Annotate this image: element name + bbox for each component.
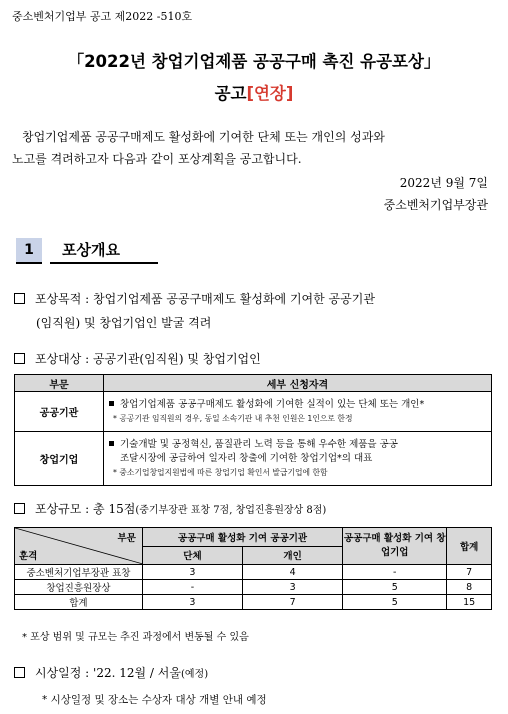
title-notice: 공고 <box>214 84 247 103</box>
page-subtitle <box>0 80 508 104</box>
checkbox-bullet-icon <box>14 503 25 514</box>
award-scale-table <box>14 527 492 610</box>
page-title: 「2022년 창업기업제품 공공구매 촉진 유공포상」 <box>67 52 441 71</box>
startup-header: 공공구매 활성화 기여 창업기업 <box>343 528 447 565</box>
scale-label: 포상규모 : 총 15점 <box>35 502 136 516</box>
corner-cell <box>15 528 143 565</box>
table-header: 부문 <box>15 375 104 392</box>
scale-detail: (중기부장관 표창 7점, 창업진흥원장상 8점) <box>135 505 327 516</box>
checkbox-bullet-icon <box>14 293 25 304</box>
square-bullet-icon <box>109 441 114 446</box>
row-label: 중소벤처기업부장관 표창 <box>15 565 143 580</box>
schedule-item <box>14 664 208 681</box>
cell-individual: 3 <box>243 580 343 595</box>
corner-top-label: 부문 <box>117 533 136 544</box>
table-row <box>15 432 492 486</box>
cell-group: 3 <box>142 595 242 610</box>
scale-note: * 포상 범위 및 규모는 추진 과정에서 변동될 수 있음 <box>22 632 249 643</box>
corner-bottom-label: 훈격 <box>19 551 38 562</box>
sub-header-group: 단체 <box>142 546 242 565</box>
schedule-suffix: (예정) <box>180 669 209 680</box>
group-header: 공공구매 활성화 기여 공공기관 <box>142 528 342 547</box>
table-row <box>15 580 492 595</box>
row-label: 합계 <box>15 595 143 610</box>
purpose-item <box>14 290 375 307</box>
cell-total: 15 <box>447 595 492 610</box>
detail-text: 창업기업제품 공공구매제도 활성화에 기여한 실적이 있는 단체 또는 개인* <box>120 398 425 410</box>
purpose-line-2: (임직원) 및 창업기업인 발굴 격려 <box>36 316 212 330</box>
detail-cell <box>104 392 492 432</box>
schedule-note: * 시상일정 및 장소는 수상자 대상 개별 안내 예정 <box>42 694 267 706</box>
total-header: 합계 <box>447 528 492 565</box>
schedule-text: 시상일정 : '22. 12월 / 서울 <box>35 666 181 680</box>
square-bullet-icon <box>109 401 114 406</box>
intro-line-1: 창업기업제품 공공구매제도 활성화에 기여한 단체 또는 개인의 성과와 <box>22 130 385 144</box>
eligibility-table <box>14 374 492 486</box>
purpose-line-1: 포상목적 : 창업기업제품 공공구매제도 활성화에 기여한 공공기관 <box>35 292 375 306</box>
section-number: 1 <box>16 238 42 264</box>
row-label: 창업진흥원장상 <box>15 580 143 595</box>
scale-item <box>14 500 326 517</box>
checkbox-bullet-icon <box>14 353 25 364</box>
category-cell: 창업기업 <box>15 432 104 486</box>
detail-text: 기술개발 및 공정혁신, 품질관리 노력 등을 통해 우수한 제품을 공공 <box>120 438 398 450</box>
cell-total: 8 <box>447 580 492 595</box>
table-header: 세부 신청자격 <box>104 375 492 392</box>
table-row <box>15 392 492 432</box>
cell-individual: 4 <box>243 565 343 580</box>
cell-group: 3 <box>142 565 242 580</box>
extension-badge: [연장] <box>246 84 294 103</box>
cell-startup: - <box>343 565 447 580</box>
cell-individual: 7 <box>243 595 343 610</box>
detail-text-cont: 조달시장에 공급하여 일자리 창출에 기여한 창업기업*의 대표 <box>120 452 373 464</box>
intro-line-2: 노고를 격려하고자 다음과 같이 포상계획을 공고합니다. <box>12 152 302 166</box>
table-header-row <box>15 375 492 392</box>
document-number: 중소벤처기업부 공고 제2022 -510호 <box>12 10 193 23</box>
target-item <box>14 350 261 367</box>
cell-startup: 5 <box>343 580 447 595</box>
target-text: 포상대상 : 공공기관(임직원) 및 창업기업인 <box>35 352 261 366</box>
cell-startup: 5 <box>343 595 447 610</box>
table-row <box>15 595 492 610</box>
sub-header-individual: 개인 <box>243 546 343 565</box>
checkbox-bullet-icon <box>14 667 25 678</box>
detail-cell <box>104 432 492 486</box>
section-title: 포상개요 <box>50 238 158 264</box>
announcement-date: 2022년 9월 7일 <box>399 176 488 190</box>
issuer: 중소벤처기업부장관 <box>383 198 488 212</box>
detail-note: * 공공기관 임직원의 경우, 동일 소속기관 내 추천 인원은 1인으로 한정 <box>113 413 353 423</box>
table-row <box>15 565 492 580</box>
table-header-row <box>15 528 492 547</box>
cell-group: - <box>142 580 242 595</box>
cell-total: 7 <box>447 565 492 580</box>
category-cell: 공공기관 <box>15 392 104 432</box>
detail-note: * 중소기업창업지원법에 따른 창업기업 확인서 발급기업에 한함 <box>113 467 328 477</box>
